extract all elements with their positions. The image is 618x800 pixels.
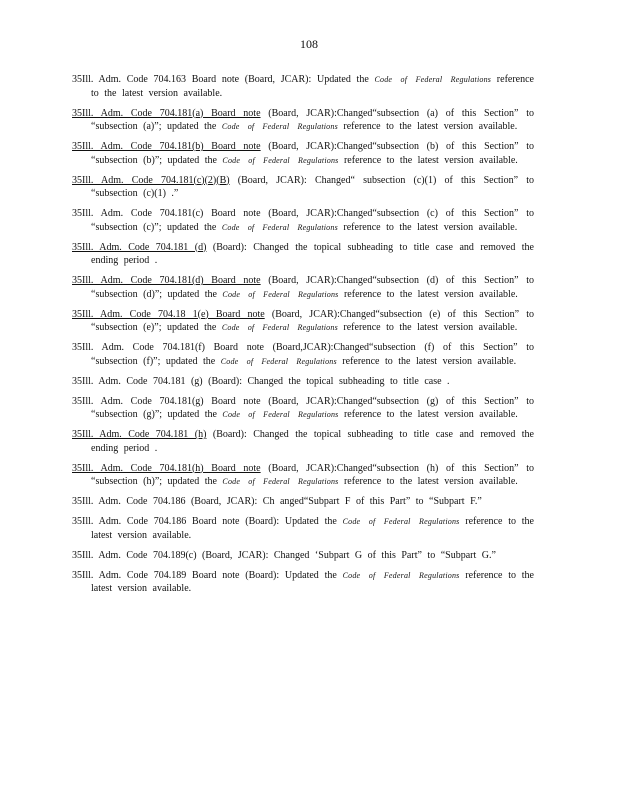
- entry-text: (Board): Changed the topical subheading to title case and removed the ending period .: [91, 241, 534, 266]
- cfr-citation: Code of Federal Regulations: [374, 75, 492, 84]
- entry-text-tail: reference to the latest version available.: [91, 569, 534, 594]
- amendment-list: [72, 73, 534, 602]
- entry-text-tail: reference to the latest version available.: [91, 74, 534, 99]
- amendment-entry: [72, 375, 534, 389]
- entry-text-tail: reference to the latest version available.: [337, 221, 518, 233]
- amendment-entry: [72, 569, 534, 596]
- code-reference: 35Ill. Adm. Code 704.186: [72, 496, 186, 507]
- entry-text: (Board, JCAR):Changed“subsection (d) of this Section” to “subsection (d)”; updated the: [91, 275, 535, 300]
- amendment-entry: [72, 207, 534, 234]
- code-reference: 35Ill. Adm. Code 704.181(b) Board note: [72, 141, 261, 152]
- code-reference: 35Ill. Adm. Code 704.186 Board note: [72, 516, 240, 527]
- entry-text: (Board, JCAR): Changed“ subsection (c)(1) of this Section” to “subsection (c)(1) .”: [91, 174, 534, 199]
- entry-text-tail: reference to the latest version available.: [91, 516, 534, 541]
- amendment-entry: [72, 274, 534, 301]
- entry-text: (Board,JCAR):Changed“subsection (f) of this Section” to “subsection (f)”; updated the: [91, 342, 534, 367]
- amendment-entry: [72, 140, 534, 167]
- code-reference: 35Ill. Adm. Code 704.181(h) Board note: [72, 462, 261, 474]
- amendment-entry: [72, 241, 534, 268]
- amendment-entry: [72, 107, 534, 134]
- amendment-entry: [72, 462, 534, 489]
- code-reference: 35Ill. Adm. Code 704.189(c): [72, 549, 197, 561]
- code-reference: 35Ill. Adm. Code 704.181(g) Board note: [72, 395, 261, 407]
- cfr-citation: Code of Federal Regulations: [222, 289, 339, 299]
- cfr-citation: Code of Federal Regulations: [222, 477, 339, 486]
- amendment-entry: [72, 395, 534, 422]
- amendment-entry: [72, 73, 534, 100]
- amendment-entry: [72, 515, 534, 542]
- code-reference: 35Ill. Adm. Code 704.181(c)(2)(B): [72, 174, 230, 186]
- cfr-citation: Code of Federal Regulations: [222, 410, 339, 419]
- code-reference: 35Ill. Adm. Code 704.189 Board note: [72, 569, 240, 581]
- code-reference: 35Ill. Adm. Code 704.181 (g): [72, 375, 203, 387]
- entry-text-tail: reference to the latest version available.: [337, 322, 518, 333]
- entry-text: (Board, JCAR): Changed ‘Subpart G of this Part” to “Subpart G.”: [196, 549, 496, 561]
- entry-text-tail: reference to the latest version available.: [336, 355, 517, 367]
- entry-text-tail: reference to the latest version available.: [338, 154, 518, 166]
- entry-text: (Board, JCAR):Changed“subsection (g) of this Section” to “subsection (g)”; updated the: [91, 395, 535, 420]
- entry-text-tail: reference to the latest version available.: [338, 288, 518, 300]
- code-reference: 35Ill. Adm. Code 704.181(f) Board note: [72, 342, 264, 353]
- amendment-entry: [72, 174, 534, 201]
- entry-text-tail: reference to the latest version available.: [337, 121, 518, 132]
- entry-text: (Board): Updated the: [239, 569, 343, 581]
- amendment-entry: [72, 341, 534, 368]
- entry-text: (Board): Updated the: [239, 516, 343, 527]
- entry-text: (Board): Changed the topical subheading to title case and removed the ending period .: [91, 429, 534, 454]
- cfr-citation: Code of Federal Regulations: [221, 222, 338, 232]
- entry-text: (Board): Changed the topical subheading to title case .: [202, 375, 450, 387]
- code-reference: 35Ill. Adm. Code 704.163 Board note: [72, 74, 240, 85]
- cfr-citation: Code of Federal Regulations: [342, 570, 460, 580]
- code-reference: 35Ill. Adm. Code 704.181(c) Board note: [72, 208, 261, 219]
- cfr-citation: Code of Federal Regulations: [342, 517, 460, 526]
- cfr-citation: Code of Federal Regulations: [222, 155, 339, 165]
- code-reference: 35Ill. Adm. Code 704.181 (d): [72, 241, 207, 253]
- amendment-entry: [72, 428, 534, 455]
- cfr-citation: Code of Federal Regulations: [221, 122, 338, 131]
- entry-text: (Board, JCAR):Changed“subsection (a) of this Section” to “subsection (a)”; updated the: [91, 107, 535, 132]
- amendment-entry: [72, 308, 534, 335]
- amendment-entry: [72, 495, 534, 509]
- code-reference: 35Ill. Adm. Code 704.181(d) Board note: [72, 275, 261, 286]
- entry-text: (Board, JCAR):Changed“subsection (b) of this Section” to “subsection (b)”; updated the: [91, 141, 535, 166]
- entry-text-tail: reference to the latest version available.: [338, 409, 518, 420]
- entry-text: (Board, JCAR):Changed“subsection (c) of this Section” to “subsection (c)”; updated the: [91, 208, 535, 233]
- code-reference: 35Ill. Adm. Code 704.18 1(e) Board note: [72, 308, 265, 320]
- code-reference: 35Ill. Adm. Code 704.181 (h): [72, 429, 207, 440]
- page-number: 108: [300, 37, 318, 51]
- entry-text: (Board, JCAR):Changed“subsection (h) of this Section” to “subsection (h)”; updated the: [91, 462, 535, 487]
- entry-text-tail: reference to the latest version available.: [338, 476, 518, 487]
- amendment-entry: [72, 549, 534, 563]
- entry-text: (Board, JCAR):Changed“subsection (e) of this Section” to “subsection (e)”; updated the: [91, 308, 534, 333]
- cfr-citation: Code of Federal Regulations: [221, 323, 338, 332]
- cfr-citation: Code of Federal Regulations: [220, 356, 337, 366]
- entry-text: (Board, JCAR): Ch anged“Subpart F of this Part” to “Subpart F.”: [185, 496, 482, 507]
- code-reference: 35Ill. Adm. Code 704.181(a) Board note: [72, 107, 261, 119]
- entry-text: (Board, JCAR): Updated the: [239, 74, 375, 85]
